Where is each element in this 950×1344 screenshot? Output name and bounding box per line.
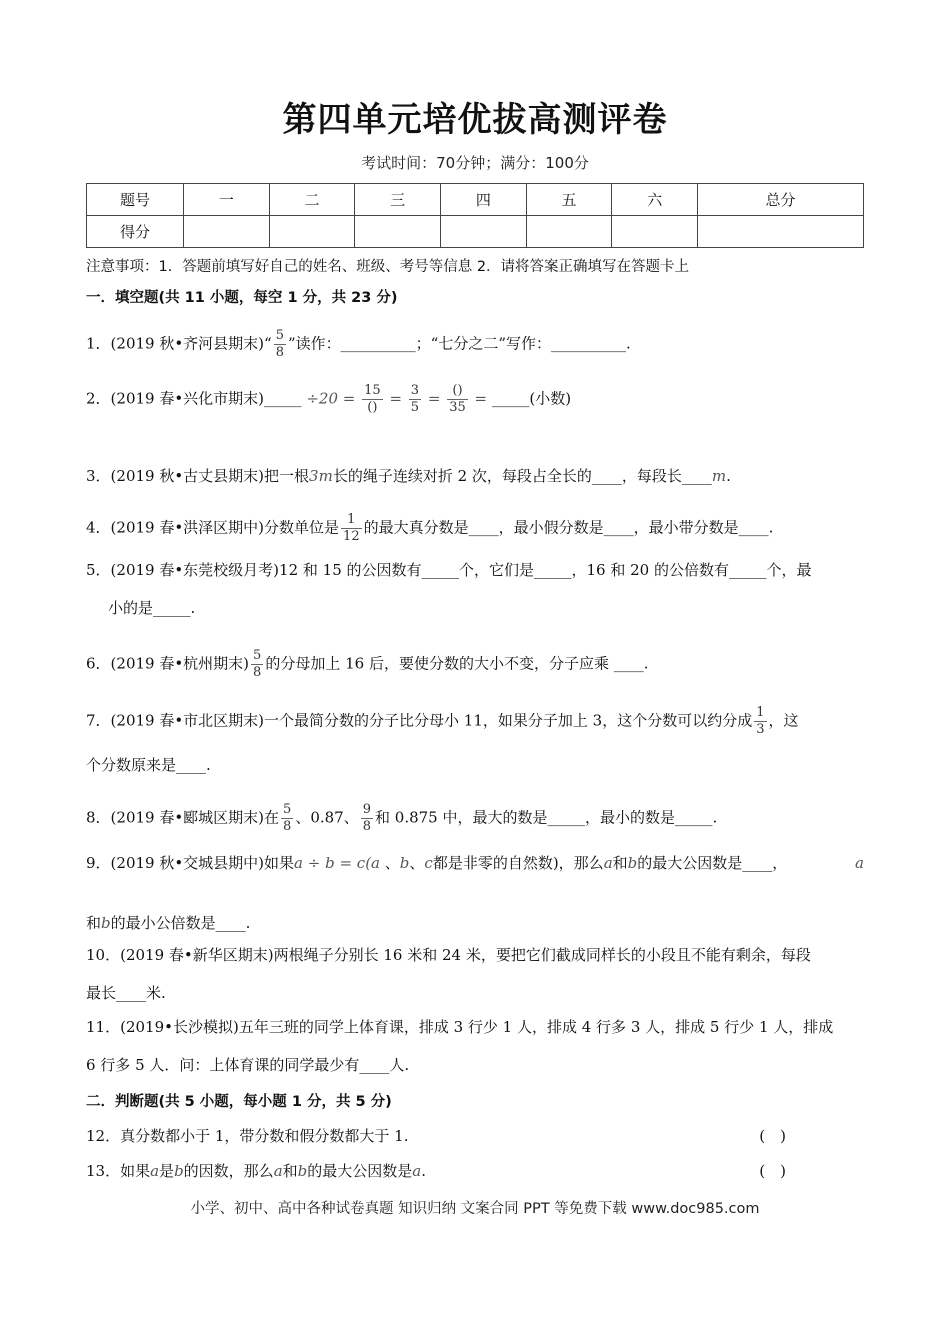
score-cell[interactable]	[526, 216, 612, 248]
question-text: ，这	[768, 711, 799, 730]
question-text: 、	[409, 854, 425, 872]
score-cell[interactable]	[612, 216, 698, 248]
math-expression: a ÷ b = c(a	[294, 854, 380, 872]
question-4	[86, 512, 866, 545]
question-9	[86, 853, 866, 873]
question-7-cont: 个分数原来是____.	[86, 756, 211, 774]
question-text: ”读作：__________；“七分之二”写作：__________.	[288, 334, 631, 353]
answer-bracket[interactable]: ( )	[759, 1127, 786, 1145]
table-cell: 三	[355, 184, 441, 216]
math-variable: 3m	[309, 467, 333, 485]
question-11-cont: 6 行多 5 人．问：上体育课的同学最少有____人.	[86, 1056, 410, 1074]
answer-bracket[interactable]: ( )	[759, 1162, 786, 1180]
math-variable: a	[150, 1162, 160, 1180]
section-heading: 一．填空题(共 11 小题，每空 1 分，共 23 分)	[86, 290, 398, 306]
table-cell: 二	[269, 184, 355, 216]
question-text: 5．(2019 春•东莞校级月考)12 和 15 的公因数有_____个，它们是_____，16 和 20 的公倍数有_____个，最	[86, 561, 812, 579]
question-text: 、0.87、	[295, 808, 359, 827]
question-5	[86, 560, 866, 580]
question-1	[86, 328, 866, 361]
math-variable: b	[174, 1162, 184, 1180]
score-cell[interactable]	[441, 216, 527, 248]
fraction: $\frac{1}{12}$	[343, 512, 360, 544]
fraction: $\frac{5}{8}$	[253, 648, 262, 680]
fraction: $\frac{()}{35}$	[449, 383, 466, 415]
question-2	[86, 383, 866, 416]
question-text: 8．(2019 春•郾城区期末)在	[86, 808, 280, 827]
table-row	[87, 184, 864, 216]
math-variable: a	[273, 1162, 283, 1180]
question-8	[86, 802, 866, 835]
question-text: 的因数，那么	[183, 1162, 274, 1180]
fraction: $\frac{5}{8}$	[275, 328, 284, 360]
score-table	[86, 183, 864, 248]
math-variable: a	[412, 1162, 422, 1180]
question-7	[86, 705, 866, 738]
score-cell[interactable]	[698, 216, 864, 248]
table-cell: 题号	[87, 184, 184, 216]
question-5-cont: 小的是_____.	[108, 599, 196, 617]
math-variable: m	[711, 467, 727, 485]
table-cell: 六	[612, 184, 698, 216]
math-variable: c	[424, 854, 433, 872]
question-text: 9．(2019 秋•交城县期中)如果	[86, 854, 295, 872]
equals-sign: =	[389, 389, 403, 408]
score-cell[interactable]	[184, 216, 270, 248]
question-text: 的分母加上 16 后，要使分数的大小不变，分子应乘 ____.	[265, 654, 649, 673]
question-12	[86, 1126, 866, 1146]
math-variable: b	[101, 914, 111, 932]
question-text: _____(小数)	[491, 389, 572, 408]
table-cell: 得分	[87, 216, 184, 248]
question-text: 7．(2019 春•市北区期末)一个最简分数的分子比分母小 11，如果分子加上 3，这个分数可以约分成	[86, 711, 753, 730]
exam-info: 考试时间：70分钟；满分：100分	[361, 154, 589, 172]
question-11: 11．(2019•长沙模拟)五年三班的同学上体育课，排成 3 行少 1 人，排成 4 行多 3 人，排成 5 行少 1 人，排成	[86, 1018, 834, 1036]
fraction: $\frac{9}{8}$	[362, 802, 372, 834]
math-variable: b	[297, 1162, 308, 1180]
question-text: 4．(2019 春•洪泽区期中)分数单位是	[86, 518, 340, 537]
question-10-cont: 最长____米.	[86, 984, 166, 1002]
fraction: $\frac{1}{3}$	[756, 705, 765, 737]
question-text: .	[726, 467, 731, 485]
notice: 注意事项：1．答题前填写好自己的姓名、班级、考号等信息 2．请将答案正确填写在答题卡上	[86, 259, 690, 275]
math-variable: b	[627, 854, 638, 872]
question-text: 和	[612, 854, 628, 872]
math-variable: b	[399, 854, 410, 872]
question-text: 、	[384, 854, 400, 872]
question-text: 的最小公倍数是____.	[110, 914, 251, 932]
question-text: 长的绳子连续对折 2 次，每段占全长的____，每段长____	[332, 467, 712, 485]
fraction: $\frac{5}{8}$	[283, 802, 292, 834]
question-text: 和	[282, 1162, 298, 1180]
table-row	[87, 216, 864, 248]
question-text: 12．真分数都小于 1，带分数和假分数都大于 1.	[86, 1127, 409, 1145]
fraction: $\frac{15}{()}$	[364, 383, 381, 415]
question-text: 和	[86, 914, 102, 932]
score-cell[interactable]	[355, 216, 441, 248]
question-text: 3．(2019 秋•古丈县期末)把一根	[86, 467, 310, 485]
question-text: 1．(2019 秋•齐河县期末)“	[86, 334, 272, 353]
section-heading: 二．判断题(共 5 小题，每小题 1 分，共 5 分)	[86, 1094, 392, 1110]
question-text: 的最大公因数是____，	[637, 854, 788, 872]
table-cell: 四	[441, 184, 527, 216]
question-text: 6．(2019 春•杭州期末)	[86, 654, 250, 673]
equals-sign: =	[474, 389, 488, 408]
question-text: 的最大公因数是	[307, 1162, 413, 1180]
question-text: 是	[159, 1162, 175, 1180]
math-expression: ÷20 =	[306, 389, 356, 408]
fraction: $\frac{3}{5}$	[410, 383, 420, 415]
page-title: 第四单元培优拔高测评卷	[282, 100, 668, 140]
math-variable: a	[855, 854, 864, 872]
question-text: 2．(2019 春•兴化市期末)_____	[86, 389, 302, 408]
question-10: 10．(2019 春•新华区期末)两根绳子分别长 16 米和 24 米，要把它们截成同样长的小段且不能有剩余，每段	[86, 946, 811, 964]
question-text: .	[421, 1162, 427, 1180]
score-cell[interactable]	[269, 216, 355, 248]
question-text: 13．如果	[86, 1162, 151, 1180]
question-6	[86, 648, 866, 681]
question-text: 的最大真分数是____，最小假分数是____，最小带分数是____.	[363, 518, 774, 537]
question-13	[86, 1161, 866, 1181]
question-3	[86, 466, 866, 486]
equals-sign: =	[427, 389, 441, 408]
question-text: 和 0.875 中，最大的数是_____，最小的数是_____.	[375, 808, 718, 827]
table-cell: 一	[184, 184, 270, 216]
table-cell: 总分	[698, 184, 864, 216]
table-cell: 五	[526, 184, 612, 216]
footer-text: 小学、初中、高中各种试卷真题 知识归纳 文案合同 PPT 等免费下载 www.doc985.com	[190, 1201, 760, 1217]
question-text: 都是非零的自然数)，那么	[432, 854, 604, 872]
math-variable: a	[603, 854, 613, 872]
question-9-cont	[86, 913, 866, 933]
